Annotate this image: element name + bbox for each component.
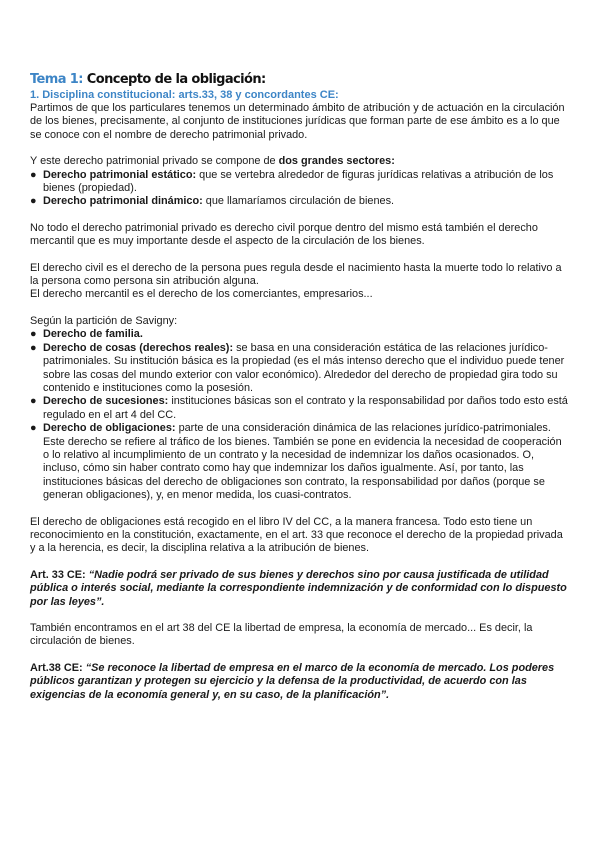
list-item xyxy=(30,422,570,502)
civil-paragraph: El derecho civil es el derecho de la persona pues regula desde el nacimiento hasta la muerte todo lo relativo a la persona como persona sin atribución alguna. xyxy=(30,261,562,288)
bullet-icon: ● xyxy=(30,328,37,341)
item-term: Derecho de cosas (derechos reales): xyxy=(43,341,234,354)
art33-quote xyxy=(30,569,570,609)
item-text: parte de una consideración dinámica de las relaciones jurídico-patrimoniales. Este derecho se refiere al tráfico de los bienes. También se pone en evidencia la necesidad de cooperación o lo relativo al incumplimiento de un contrato y la necesidad de indemnizar los daños ocasionados. O, incluso, cómo sin haber contrato como hay que indemnizar los daños igualmente. Así, por tanto, las instituciones básicas del derecho de obligaciones son contrato, la responsabilidad por daños (porque se generan obligaciones), y, en menor medida, los cuasi-contratos. xyxy=(43,422,562,502)
sectors-lead xyxy=(30,155,570,168)
item-term: Derecho patrimonial dinámico: xyxy=(43,195,203,208)
savigny-lead: Según la partición de Savigny: xyxy=(30,314,178,327)
art38-label: Art.38 CE: xyxy=(30,661,86,674)
sectors-lead-text: Y este derecho patrimonial privado se compone de xyxy=(30,155,279,168)
list-item xyxy=(30,395,570,422)
art38-quote xyxy=(30,662,570,702)
bullet-icon: ● xyxy=(30,168,37,181)
libro-paragraph: El derecho de obligaciones está recogido en el libro IV del CC, a la manera francesa. Todo esto tiene un reconocimiento en la constitución, exactamente, en el art. 33 que reconoce el derecho de la propiedad privada y a la herencia, es decir, la disciplina relativa a la atribución de bienes. xyxy=(30,515,563,555)
comerciantes-paragraph: El derecho mercantil es el derecho de los comerciantes, empresarios... xyxy=(30,288,373,301)
savigny-list xyxy=(30,328,570,502)
list-item xyxy=(30,169,570,196)
item-text: que se vertebra alrededor de figuras jurídicas relativas a atribución de los bienes (propiedad). xyxy=(43,168,554,195)
title-text: Concepto de la obligación: xyxy=(86,72,266,87)
art38-paragraph: También encontramos en el art 38 del CE la libertad de empresa, la economía de mercado... Es decir, la circulación de bienes. xyxy=(30,622,533,648)
list-item xyxy=(30,328,570,341)
list-item xyxy=(30,342,570,396)
item-term: Derecho de familia. xyxy=(43,328,143,341)
bullet-icon: ● xyxy=(30,422,37,435)
item-term: Derecho patrimonial estático: xyxy=(43,168,197,181)
page-title xyxy=(30,72,570,88)
item-term: Derecho de sucesiones: xyxy=(43,395,169,408)
item-text: instituciones básicas son el contrato y la responsabilidad por daños todo esto está regulado en el art 4 del CC. xyxy=(43,395,568,421)
art33-text: “Nadie podrá ser privado de sus bienes y derechos sino por causa justificada de utilidad pública o interés social, mediante la correspondiente indemnización y de conformidad con lo dispuesto por las leyes”. xyxy=(30,568,567,608)
bullet-icon: ● xyxy=(30,395,37,408)
sectors-list xyxy=(30,169,570,209)
item-text: que llamaríamos circulación de bienes. xyxy=(202,195,395,208)
section-subtitle: 1. Disciplina constitucional: arts.33, 38 y concordantes CE: xyxy=(30,89,339,101)
art38-text: “Se reconoce la libertad de empresa en el marco de la economía de mercado. Los poderes públicos garantizan y protegen su ejercicio y la defensa de la productividad, de acuerdo con las exigencias de la economía general y, en su caso, de la planificación”. xyxy=(30,661,555,701)
item-term: Derecho de obligaciones: xyxy=(43,422,176,435)
list-item xyxy=(30,195,570,208)
title-prefix: Tema 1: xyxy=(30,72,83,87)
bullet-icon: ● xyxy=(30,341,37,354)
sectors-lead-bold: dos grandes sectores: xyxy=(278,155,395,168)
document-body xyxy=(30,72,570,702)
bullet-icon: ● xyxy=(30,195,37,208)
item-text: se basa en una consideración estática de las relaciones jurídico-patrimoniales. Su institución básica es la propiedad (es el más intenso derecho que el individuo puede tener sobre las cosas del mundo exterior con valor económico). Alrededor del derecho de propiedad gira todo su contenido e instituciones como la posesión. xyxy=(43,341,565,394)
art33-label: Art. 33 CE: xyxy=(30,568,89,581)
intro-paragraph: Partimos de que los particulares tenemos un determinado ámbito de atribución y de actuación en la circulación de los bienes, precisamente, al conjunto de instituciones jurídicas que forman parte de ese ámbito es a lo que se conoce con el nombre de derecho patrimonial privado. xyxy=(30,102,565,141)
mercantil-paragraph: No todo el derecho patrimonial privado es derecho civil porque dentro del mismo está también el derecho mercantil que es muy importante desde el aspecto de la circulación de los bienes. xyxy=(30,221,538,248)
